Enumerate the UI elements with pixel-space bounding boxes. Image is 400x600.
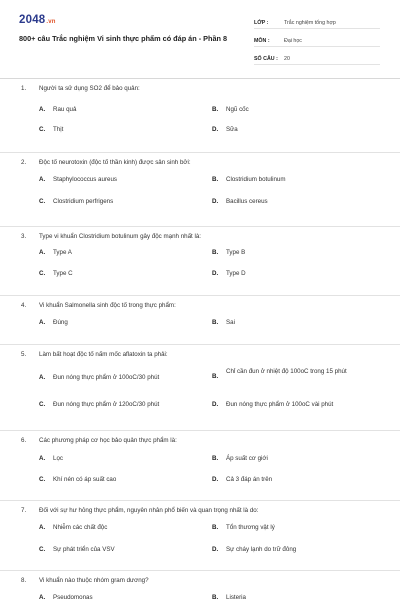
- option-b[interactable]: [212, 454, 377, 464]
- option-letter: A.: [39, 374, 46, 381]
- question-list: [0, 79, 400, 600]
- question-item: [0, 431, 400, 501]
- document-title: 800+ câu Trắc nghiệm Vi sinh thực phẩm có đáp án - Phần 8: [19, 34, 228, 43]
- option-a[interactable]: [39, 248, 199, 258]
- question-text: [21, 159, 191, 166]
- option-d[interactable]: [212, 545, 377, 555]
- question-text: [21, 577, 149, 584]
- option-text: Đun nóng thực phẩm ở 120oC/30 phút: [53, 401, 160, 408]
- option-letter: C.: [39, 198, 46, 205]
- document-header: [0, 0, 400, 79]
- question-item: [0, 79, 400, 153]
- option-letter: B.: [212, 106, 219, 113]
- question-item: [0, 571, 400, 600]
- option-c[interactable]: [39, 269, 199, 279]
- question-number: 4.: [21, 302, 27, 309]
- question-text: [21, 233, 201, 240]
- option-text: Tổn thương vật lý: [226, 524, 275, 531]
- option-text: Sữa: [226, 126, 238, 133]
- option-text: Sự phát triển của VSV: [53, 546, 115, 553]
- option-letter: D.: [212, 126, 219, 133]
- option-text: Pseudomonas: [53, 594, 93, 600]
- question-item: [0, 227, 400, 296]
- document-meta: [254, 14, 380, 68]
- option-text: Type B: [226, 249, 246, 256]
- option-b[interactable]: [212, 175, 377, 185]
- option-c[interactable]: [39, 475, 199, 485]
- logo-text: 2048: [19, 14, 46, 26]
- question-number: 7.: [21, 507, 27, 514]
- option-letter: B.: [212, 455, 219, 462]
- option-c[interactable]: [39, 125, 199, 135]
- option-text: Type A: [53, 249, 72, 256]
- option-letter: D.: [212, 270, 219, 277]
- question-prompt: Vi khuẩn nào thuộc nhóm gram dương?: [39, 577, 149, 584]
- option-a[interactable]: [39, 318, 199, 328]
- option-text: Đun nóng thực phẩm ở 100oC vài phút: [226, 401, 334, 408]
- option-letter: D.: [212, 401, 219, 408]
- option-text: Bacillus cereus: [226, 198, 268, 205]
- question-text: [21, 351, 168, 358]
- question-prompt: Type vi khuẩn Clostridium botulinum gây độc mạnh nhất là:: [39, 233, 201, 240]
- option-letter: C.: [39, 401, 46, 408]
- option-d[interactable]: [212, 400, 377, 410]
- question-number: 1.: [21, 85, 27, 92]
- option-letter: B.: [212, 319, 219, 326]
- option-letter: B.: [212, 373, 219, 380]
- option-text: Khí nén có áp suất cao: [53, 476, 117, 483]
- option-letter: B.: [212, 524, 219, 531]
- option-text: Áp suất cơ giới: [226, 455, 268, 462]
- question-prompt: Đối với sự hư hỏng thực phẩm, nguyên nhân phổ biến và quan trọng nhất là do:: [39, 507, 259, 514]
- question-prompt: Độc tố neurotoxin (độc tố thần kinh) được sản sinh bởi:: [39, 159, 191, 166]
- option-letter: D.: [212, 546, 219, 553]
- option-d[interactable]: [212, 269, 377, 279]
- option-letter: A.: [39, 524, 46, 531]
- question-text: [21, 302, 176, 309]
- option-letter: D.: [212, 476, 219, 483]
- option-b[interactable]: [212, 105, 377, 115]
- option-a[interactable]: [39, 593, 199, 600]
- option-a[interactable]: [39, 454, 199, 464]
- option-text: Chỉ cần đun ở nhiệt độ 100oC trong 15 phút: [226, 368, 347, 375]
- question-item: [0, 501, 400, 571]
- meta-class-row: [254, 14, 380, 29]
- option-letter: B.: [212, 594, 219, 600]
- option-c[interactable]: [39, 197, 199, 207]
- option-d[interactable]: [212, 125, 377, 135]
- option-d[interactable]: [212, 475, 377, 485]
- question-number: 3.: [21, 233, 27, 240]
- option-text: Type D: [226, 270, 246, 277]
- option-letter: A.: [39, 106, 46, 113]
- question-number: 6.: [21, 437, 27, 444]
- question-text: [21, 437, 177, 444]
- option-a[interactable]: [39, 105, 199, 115]
- option-letter: A.: [39, 319, 46, 326]
- option-text: Đun nóng thực phẩm ở 100oC/30 phút: [53, 374, 160, 381]
- option-text: Cả 3 đáp án trên: [226, 476, 273, 483]
- option-letter: C.: [39, 546, 46, 553]
- question-number: 2.: [21, 159, 27, 166]
- option-c[interactable]: [39, 545, 199, 555]
- option-text: Sai: [226, 319, 235, 326]
- question-item: [0, 296, 400, 345]
- question-prompt: Làm bất hoạt độc tố nấm mốc aflatoxin ta phải:: [39, 351, 168, 358]
- option-letter: C.: [39, 126, 46, 133]
- meta-count-row: [254, 50, 380, 65]
- option-text: Clostridium perfrigens: [53, 198, 114, 205]
- option-text: Thịt: [53, 126, 64, 133]
- meta-subject-row: [254, 32, 380, 47]
- option-text: Lọc: [53, 455, 63, 462]
- question-text: [21, 507, 258, 514]
- option-a[interactable]: [39, 373, 199, 383]
- meta-value: Đại học: [284, 38, 302, 44]
- option-text: Ngũ cốc: [226, 106, 249, 113]
- option-letter: C.: [39, 270, 46, 277]
- question-number: 5.: [21, 351, 27, 358]
- option-text: Listeria: [226, 594, 246, 600]
- option-letter: B.: [212, 249, 219, 256]
- option-b[interactable]: [212, 318, 377, 328]
- option-text: Đúng: [53, 319, 68, 326]
- meta-value: Trắc nghiệm tổng hợp: [284, 20, 336, 26]
- option-text: Type C: [53, 270, 73, 277]
- meta-label: SỐ CÂU :: [254, 56, 278, 62]
- option-letter: A.: [39, 594, 46, 600]
- option-b[interactable]: [212, 367, 377, 382]
- question-item: [0, 153, 400, 227]
- option-text: Nhiễm các chất độc: [53, 524, 108, 531]
- question-prompt: Vi khuẩn Salmonella sinh độc tố trong thực phẩm:: [39, 302, 176, 309]
- question-number: 8.: [21, 577, 27, 584]
- option-c[interactable]: [39, 400, 199, 410]
- option-b[interactable]: [212, 248, 377, 258]
- meta-value: 20: [284, 56, 290, 62]
- option-letter: A.: [39, 455, 46, 462]
- option-b[interactable]: [212, 523, 377, 533]
- option-text: Staphylococcus aureus: [53, 176, 117, 183]
- meta-label: LỚP :: [254, 20, 269, 26]
- option-letter: A.: [39, 176, 46, 183]
- option-a[interactable]: [39, 175, 199, 185]
- question-item: [0, 345, 400, 431]
- option-b[interactable]: [212, 593, 377, 600]
- option-letter: B.: [212, 176, 219, 183]
- option-letter: D.: [212, 198, 219, 205]
- logo-tld: .vn: [46, 19, 56, 25]
- option-text: Sự cháy lạnh do trữ đông: [226, 546, 297, 553]
- question-prompt: Các phương pháp cơ học bảo quản thực phẩm là:: [39, 437, 177, 444]
- meta-label: MÔN :: [254, 38, 270, 44]
- option-d[interactable]: [212, 197, 377, 207]
- site-logo[interactable]: [19, 14, 56, 26]
- option-letter: A.: [39, 249, 46, 256]
- question-text: [21, 85, 140, 92]
- question-prompt: Người ta sử dụng SO2 để bảo quản:: [39, 85, 140, 92]
- option-a[interactable]: [39, 523, 199, 533]
- option-text: Clostridium botulinum: [226, 176, 286, 183]
- option-letter: C.: [39, 476, 46, 483]
- option-text: Rau quả: [53, 106, 77, 113]
